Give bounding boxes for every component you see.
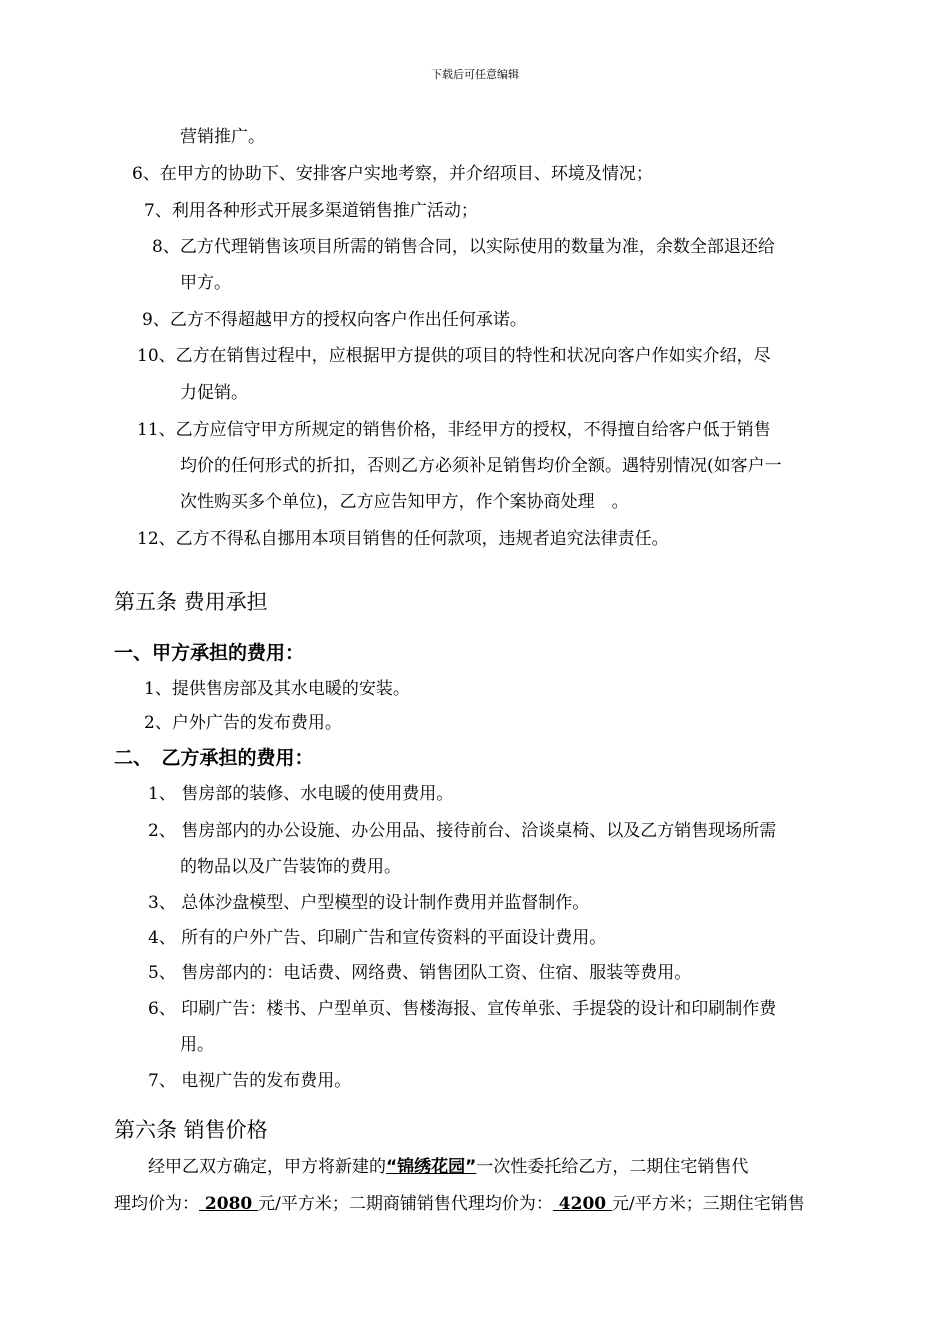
price-value-residential: 2080 (199, 1194, 259, 1214)
list-item-continuation: 营销推广。 (180, 127, 265, 147)
list-item-continuation: 力促销。 (180, 383, 248, 403)
text: 理均价为： (114, 1194, 199, 1214)
paragraph-line (114, 1193, 805, 1215)
list-item-continuation: 用。 (180, 1035, 214, 1055)
paragraph-line (148, 1156, 748, 1178)
list-item-continuation: 均价的任何形式的折扣，否则乙方必须补足销售均价全额。遇特别情况(如客户一 (180, 456, 782, 476)
price-value-shop: 4200 (552, 1194, 613, 1214)
list-item: 5、 售房部内的：电话费、网络费、销售团队工资、住宿、服装等费用。 (148, 963, 692, 983)
project-name: “锦绣花园” (386, 1157, 477, 1177)
list-item: 12、乙方不得私自挪用本项目销售的任何款项，违规者追究法律责任。 (137, 529, 669, 549)
section-title-clause5: 第五条 费用承担 (114, 590, 268, 614)
list-item-continuation: 甲方。 (180, 273, 231, 293)
text: 元/平方米；三期住宅销售 (612, 1194, 805, 1214)
list-item: 9、乙方不得超越甲方的授权向客户作出任何承诺。 (142, 310, 527, 330)
list-item: 2、户外广告的发布费用。 (144, 713, 342, 733)
list-item: 11、乙方应信守甲方所规定的销售价格，非经甲方的授权，不得擅自给客户低于销售 (137, 420, 771, 440)
list-item: 7、利用各种形式开展多渠道销售推广活动； (144, 201, 478, 221)
list-item: 1、 售房部的装修、水电暖的使用费用。 (148, 784, 454, 804)
list-item: 6、 印刷广告：楼书、户型单页、售楼海报、宣传单张、手提袋的设计和印刷制作费 (148, 999, 777, 1019)
list-item: 4、 所有的户外广告、印刷广告和宣传资料的平面设计费用。 (148, 928, 607, 948)
list-item: 2、 售房部内的办公设施、办公用品、接待前台、洽谈桌椅、以及乙方销售现场所需 (148, 821, 777, 841)
section-title-clause6: 第六条 销售价格 (114, 1118, 268, 1142)
list-item: 1、提供售房部及其水电暖的安装。 (144, 679, 410, 699)
list-item-continuation: 次性购买多个单位)，乙方应告知甲方，作个案协商处理 。 (180, 492, 629, 512)
subsection-title-party-a: 一、甲方承担的费用： (114, 642, 305, 664)
list-item: 8、乙方代理销售该项目所需的销售合同，以实际使用的数量为准，余数全部退还给 (152, 237, 775, 257)
text: 元/平方米；二期商铺销售代理均价为： (258, 1194, 553, 1214)
list-item: 10、乙方在销售过程中，应根据甲方提供的项目的特性和状况向客户作如实介绍，尽 (137, 346, 771, 366)
list-item: 3、 总体沙盘模型、户型模型的设计制作费用并监督制作。 (148, 893, 590, 913)
list-item: 6、在甲方的协助下、安排客户实地考察，并介绍项目、环境及情况； (132, 164, 653, 184)
page-header: 下载后可任意编辑 (431, 68, 519, 81)
subsection-title-party-b: 二、 乙方承担的费用： (114, 747, 314, 769)
list-item: 7、 电视广告的发布费用。 (148, 1071, 352, 1091)
text: 经甲乙双方确定，甲方将新建的 (148, 1157, 386, 1177)
list-item-continuation: 的物品以及广告装饰的费用。 (180, 857, 401, 877)
text: 一次性委托给乙方，二期住宅销售代 (476, 1157, 749, 1177)
